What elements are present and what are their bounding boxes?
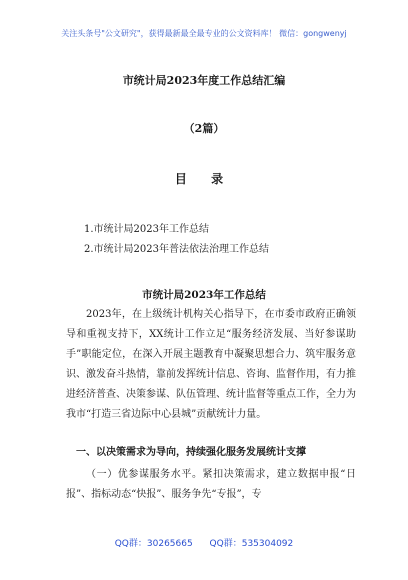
document-title: 市统计局2023年度工作总结汇编 xyxy=(122,74,286,87)
body-paragraph: （一）优参谋服务水平。紧扣决策需求，建立数据申报“日报”、指标动态“快报”、服务争先“专报”，专 xyxy=(66,469,356,500)
toc-list xyxy=(84,220,269,260)
document-count: （2篇） xyxy=(183,122,225,135)
section-subheading: 一、以决策需求为导向，持续强化服务发展统计支撑 xyxy=(76,447,306,458)
body-paragraph: 2023年，在上级统计机构关心指导下，在市委市政府正确领导和重视支持下，XX统计工作立足“服务经济发展、当好参谋助手”职能定位，在深入开展主题教育中凝聚思想合力、筑牢服务意识、激发奋斗热情，靠前发挥统计信息、咨询、监督作用，有力推进经济普查、决策参谋、队伍管理、统计监督等重点工作，全力为我市“打造三省边际中心县城”贡献统计力量。 xyxy=(66,309,356,420)
footer-qq-note: QQ群：30265665 QQ群：535304092 xyxy=(114,539,294,549)
header-promo-note: 关注头条号"公文研究"，获得最新最全最专业的公文资料库！ 微信：gongwenyj xyxy=(61,29,347,38)
toc-heading: 目 录 xyxy=(174,172,234,186)
toc-item[interactable]: 1.市统计局2023年工作总结 xyxy=(84,224,209,235)
toc-item[interactable]: 2.市统计局2023年普法依法治理工作总结 xyxy=(84,244,269,255)
section-title: 市统计局2023年工作总结 xyxy=(142,289,266,301)
